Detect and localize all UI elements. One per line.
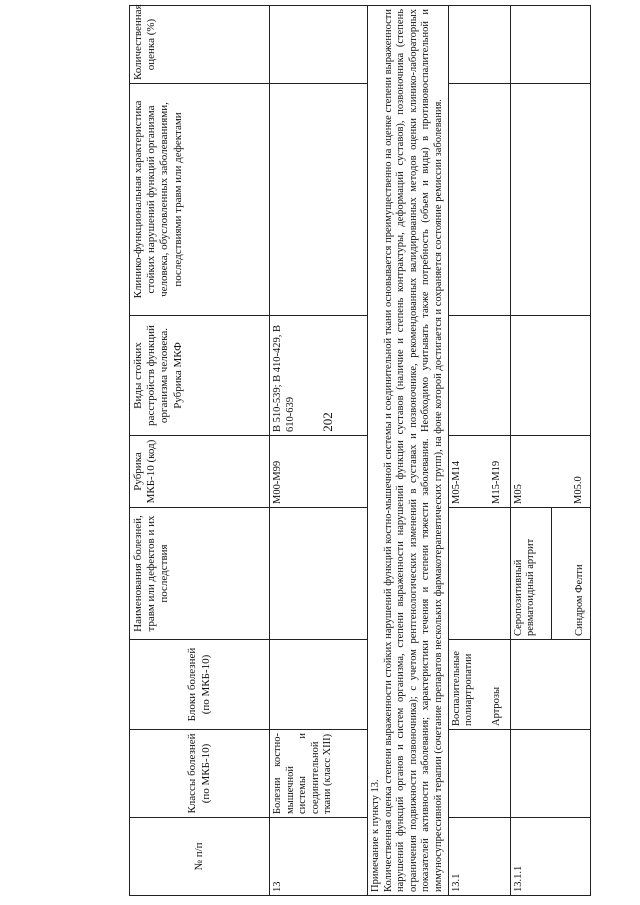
row1311-mkf bbox=[510, 316, 590, 436]
row1311-code-b: M05.0 bbox=[572, 476, 584, 504]
row131-class bbox=[448, 730, 510, 818]
row-13-1 bbox=[448, 6, 510, 896]
row1311-clinical bbox=[510, 84, 590, 316]
row1311-code-a: M05 bbox=[512, 484, 524, 504]
row131-block bbox=[448, 640, 510, 730]
row13-name bbox=[270, 508, 368, 640]
row131-block-a: Воспалительные полиартропатии bbox=[450, 650, 475, 726]
row13-block bbox=[270, 640, 368, 730]
row131-name bbox=[448, 508, 510, 640]
header-code: Рубрика МКБ-10 (код) bbox=[130, 436, 270, 508]
row1311-code bbox=[510, 436, 590, 508]
disease-table-sheet bbox=[129, 6, 629, 896]
row1311-name-a: Серопозитивный ревматоидный артрит bbox=[511, 508, 552, 639]
row13-code: M00-M99 bbox=[270, 436, 368, 508]
header-disease-name: Наименования болезней, травм или дефектов и их последствия bbox=[130, 508, 270, 640]
header-quant: Количественная оценка (%) bbox=[130, 6, 270, 84]
row13-quant bbox=[270, 6, 368, 84]
header-clinical: Клинико-функциональная характеристика стойких нарушений функций организма человека, обусловленных заболеваниями, последствиями травм или дефектами bbox=[130, 84, 270, 316]
header-mkf: Виды стойких расстройств функций организма человека. Рубрика МКФ bbox=[130, 316, 270, 436]
row131-code-a: M05-M14 bbox=[450, 460, 462, 504]
row131-code bbox=[448, 436, 510, 508]
note-title: Примечание к пункту 13. bbox=[370, 779, 381, 892]
note-text: Количественная оценка степени выраженности стойких нарушений функций костно-мышечной системы и соединительной ткани основывается преимущественно на оценке степени выраженности нарушений функций органов и систем организма, степени выраженности нарушений функции суставов (наличие и степень контрактуры, деформаций суставов), позвоночника (степень ограничения подвижности позвоночника); с учетом рентгенологических изменений в суставах и позвоночнике, рекомендованных валидированных методов оценки клинико-лабораторных показателей активности заболевания; характеристики течения и степени тяжести заболевания. Необходимо учитывать также потребность (объем и виды) в противовоспалительной и иммуносупрессивной терапии (сочетание препаратов нескольких фармакотерапевтических групп), на фоне которой достигается и сохраняется состояние ремиссии заболевания. bbox=[382, 9, 444, 892]
row131-quant bbox=[448, 6, 510, 84]
row1311-quant bbox=[510, 6, 590, 84]
row131-clinical bbox=[448, 84, 510, 316]
row13-class: Болезни костно-мышечной системы и соединительной ткани (класс XIII) bbox=[270, 730, 368, 818]
row1311-name bbox=[510, 508, 590, 640]
disease-table bbox=[129, 5, 591, 896]
row1311-num: 13.1.1 bbox=[510, 818, 590, 896]
row1311-name-b: Синдром Фелти bbox=[573, 564, 585, 636]
row13-mkf: B 510-539; B 410-429, B 610-639 bbox=[270, 316, 368, 436]
header-num: № п/п bbox=[130, 818, 270, 896]
header-class: Классы болезней (по МКБ-10) bbox=[130, 730, 270, 818]
page-number: 202 bbox=[319, 412, 335, 432]
row131-mkf bbox=[448, 316, 510, 436]
row13-clinical bbox=[270, 84, 368, 316]
note-cell bbox=[368, 6, 449, 896]
row-13-1-1 bbox=[510, 6, 590, 896]
row131-num: 13.1 bbox=[448, 818, 510, 896]
row13-num: 13 bbox=[270, 818, 368, 896]
header-row bbox=[130, 6, 270, 896]
row1311-class bbox=[510, 730, 590, 818]
row-13 bbox=[270, 6, 368, 896]
header-block: Блоки болезней (по МКБ-10) bbox=[130, 640, 270, 730]
note-row bbox=[368, 6, 449, 896]
row131-code-b: M15-M19 bbox=[490, 460, 502, 504]
row131-block-b: Артрозы bbox=[490, 686, 502, 726]
row1311-block bbox=[510, 640, 590, 730]
